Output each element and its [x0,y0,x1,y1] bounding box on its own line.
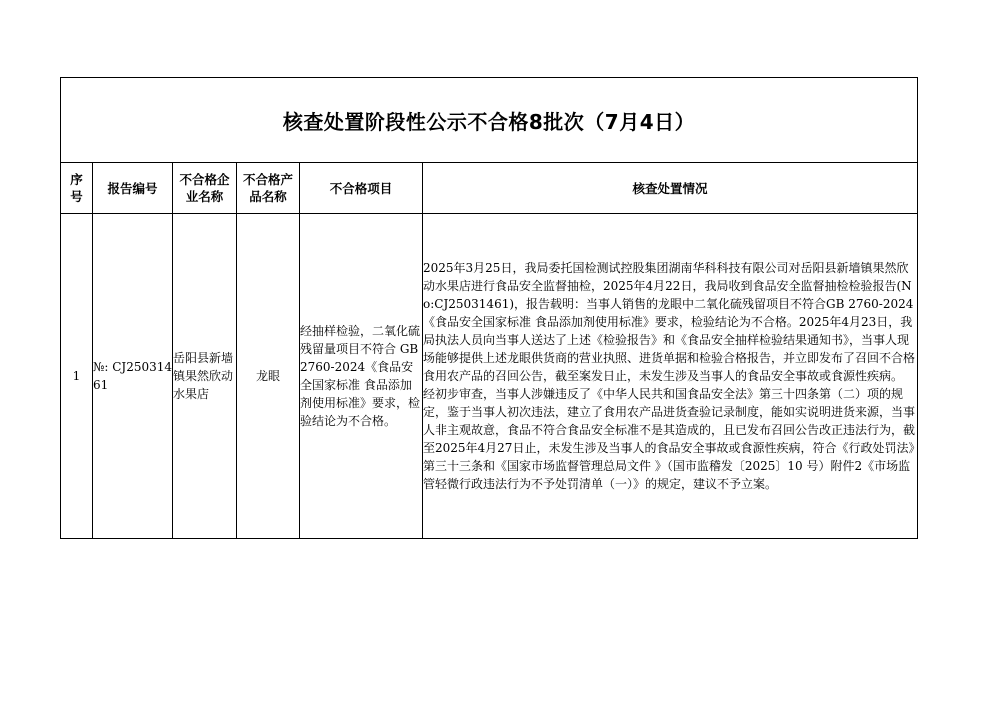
detail-paragraph-1: 2025年3月25日，我局委托国检测试控股集团湖南华科科技有限公司对岳阳县新墙镇果然欣动水果店进行食品安全监督抽检，2025年4月22日，我局收到食品安全监督抽检检验报告(No:CJ25031461)，报告载明：当事人销售的龙眼中二氧化硫残留项目不符合GB 2760-2024《食品安全国家标准 食品添加剂使用标准》要求，检验结论为不合格。2025年4月23日，我局执法人员向当事人送达了上述《检验报告》和《食品安全抽样检验结果通知书》，当事人现场能够提供上述龙眼供货商的营业执照、进货单据和检验合格报告，并立即发布了召回不合格食用农产品的召回公告，截至案发日止，未发生涉及当事人的食品安全事故或食源性疾病。 [423,261,916,383]
cell-seq: 1 [61,214,93,539]
cell-item: 经抽样检验，二氧化硫残留量项目不符合 GB 2760-2024《食品安全国家标准 食品添加剂使用标准》要求，检验结论为不合格。 [300,214,423,539]
header-report-no: 报告编号 [93,163,173,214]
header-product: 不合格产品名称 [237,163,300,214]
header-detail: 核查处置情况 [423,163,918,214]
header-seq: 序号 [61,163,93,214]
disposal-table [60,77,918,539]
header-item: 不合格项目 [300,163,423,214]
cell-report-no: №: CJ25031461 [93,214,173,539]
table-header-row [61,163,918,214]
cell-product: 龙眼 [237,214,300,539]
table-row [61,214,918,539]
page-title: 核查处置阶段性公示不合格8批次（7月4日） [61,78,918,163]
cell-detail [423,214,918,539]
cell-enterprise: 岳阳县新墙镇果然欣动水果店 [173,214,237,539]
detail-paragraph-2: 经初步审查，当事人涉嫌违反了《中华人民共和国食品安全法》第三十四条第（二）项的规定，鉴于当事人初次违法，建立了食用农产品进货查验记录制度，能如实说明进货来源，当事人非主观故意，食品不符合食品安全标准不是其造成的，且已发布召回公告改正违法行为，截至2025年4月27日止，未发生涉及当事人的食品安全事故或食源性疾病，符合《行政处罚法》第三十三条和《国家市场监督管理总局文件 》（国市监稽发〔2025〕10 号）附件2《市场监管轻微行政违法行为不予处罚清单（一）》的规定，建议不予立案。 [423,387,916,491]
header-enterprise: 不合格企业名称 [173,163,237,214]
